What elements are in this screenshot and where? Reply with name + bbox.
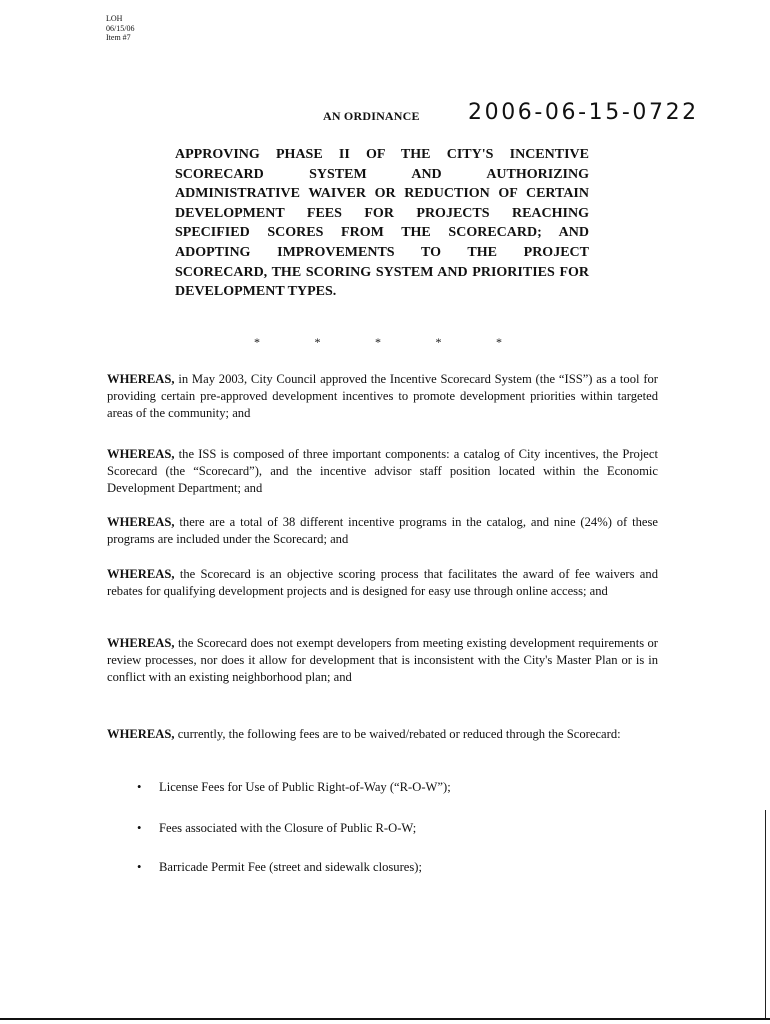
- list-item-text: Barricade Permit Fee (street and sidewalk closures);: [159, 860, 422, 874]
- ordinance-label: AN ORDINANCE: [323, 109, 420, 123]
- whereas-text: there are a total of 38 different incentive programs in the catalog, and nine (24%) of these programs are included under the Scorecard; and: [107, 515, 658, 546]
- whereas-text: currently, the following fees are to be waived/rebated or reduced through the Scorecard:: [174, 727, 621, 741]
- whereas-paragraph: [107, 514, 658, 548]
- whereas-paragraph: [107, 726, 658, 743]
- whereas-keyword: WHEREAS,: [107, 515, 175, 529]
- list-item-text: License Fees for Use of Public Right-of-Way (“R-O-W”);: [159, 780, 451, 794]
- whereas-keyword: WHEREAS,: [107, 372, 175, 386]
- ordinance-number: 2006-06-15-0722: [468, 100, 699, 125]
- whereas-text: the Scorecard is an objective scoring process that facilitates the award of fee waivers and rebates for qualifying development projects and is designed for easy use through online access; and: [107, 567, 658, 598]
- separator-stars: [254, 335, 502, 350]
- separator-star: *: [435, 335, 442, 349]
- list-item-text: Fees associated with the Closure of Public R-O-W;: [159, 821, 417, 835]
- corner-line-1: LOH: [106, 14, 123, 23]
- whereas-text: in May 2003, City Council approved the Incentive Scorecard System (the “ISS”) as a tool for providing certain pre-approved development incentives to promote development priorities within targeted areas of the community; and: [107, 372, 658, 420]
- separator-star: *: [375, 335, 381, 349]
- separator-star: *: [254, 335, 260, 349]
- ordinance-title: APPROVING PHASE II OF THE CITY'S INCENTIVE SCORECARD SYSTEM AND AUTHORIZING ADMINISTRATIVE WAIVER OR REDUCTION OF CERTAIN DEVELOPMENT FEES FOR PROJECTS REACHING SPECIFIED SCORES FROM THE SCORECARD; AND ADOPTING IMPROVEMENTS TO THE PROJECT SCORECARD, THE SCORING SYSTEM AND PRIORITIES FOR DEVELOPMENT TYPES.: [175, 147, 589, 300]
- whereas-paragraph: [107, 446, 658, 496]
- corner-header: [106, 14, 134, 43]
- whereas-keyword: WHEREAS,: [107, 636, 175, 650]
- corner-line-3: Item #7: [106, 33, 131, 42]
- whereas-keyword: WHEREAS,: [107, 567, 175, 581]
- whereas-keyword: WHEREAS,: [107, 727, 175, 741]
- scan-edge-right: [765, 810, 766, 1020]
- whereas-keyword: WHEREAS,: [107, 447, 175, 461]
- whereas-text: the Scorecard does not exempt developers from meeting existing development requirements or review processes, nor does it allow for development that is inconsistent with the City's Master Plan or is in conflict with an existing neighborhood plan; and: [107, 636, 658, 684]
- whereas-paragraph: [107, 635, 658, 685]
- whereas-text: the ISS is composed of three important components: a catalog of City incentives, the Project Scorecard (the “Scorecard”), and the incentive advisor staff position located within the Economic Development Department; and: [107, 447, 658, 495]
- bullet-icon: •: [137, 780, 142, 794]
- separator-star: *: [496, 335, 502, 349]
- scan-edge-bottom: [0, 1018, 770, 1020]
- bullet-icon: •: [137, 821, 142, 835]
- whereas-paragraph: [107, 566, 658, 600]
- whereas-paragraph: [107, 371, 658, 421]
- bullet-icon: •: [137, 860, 142, 874]
- separator-star: *: [314, 335, 321, 349]
- corner-line-2: 06/15/06: [106, 23, 135, 33]
